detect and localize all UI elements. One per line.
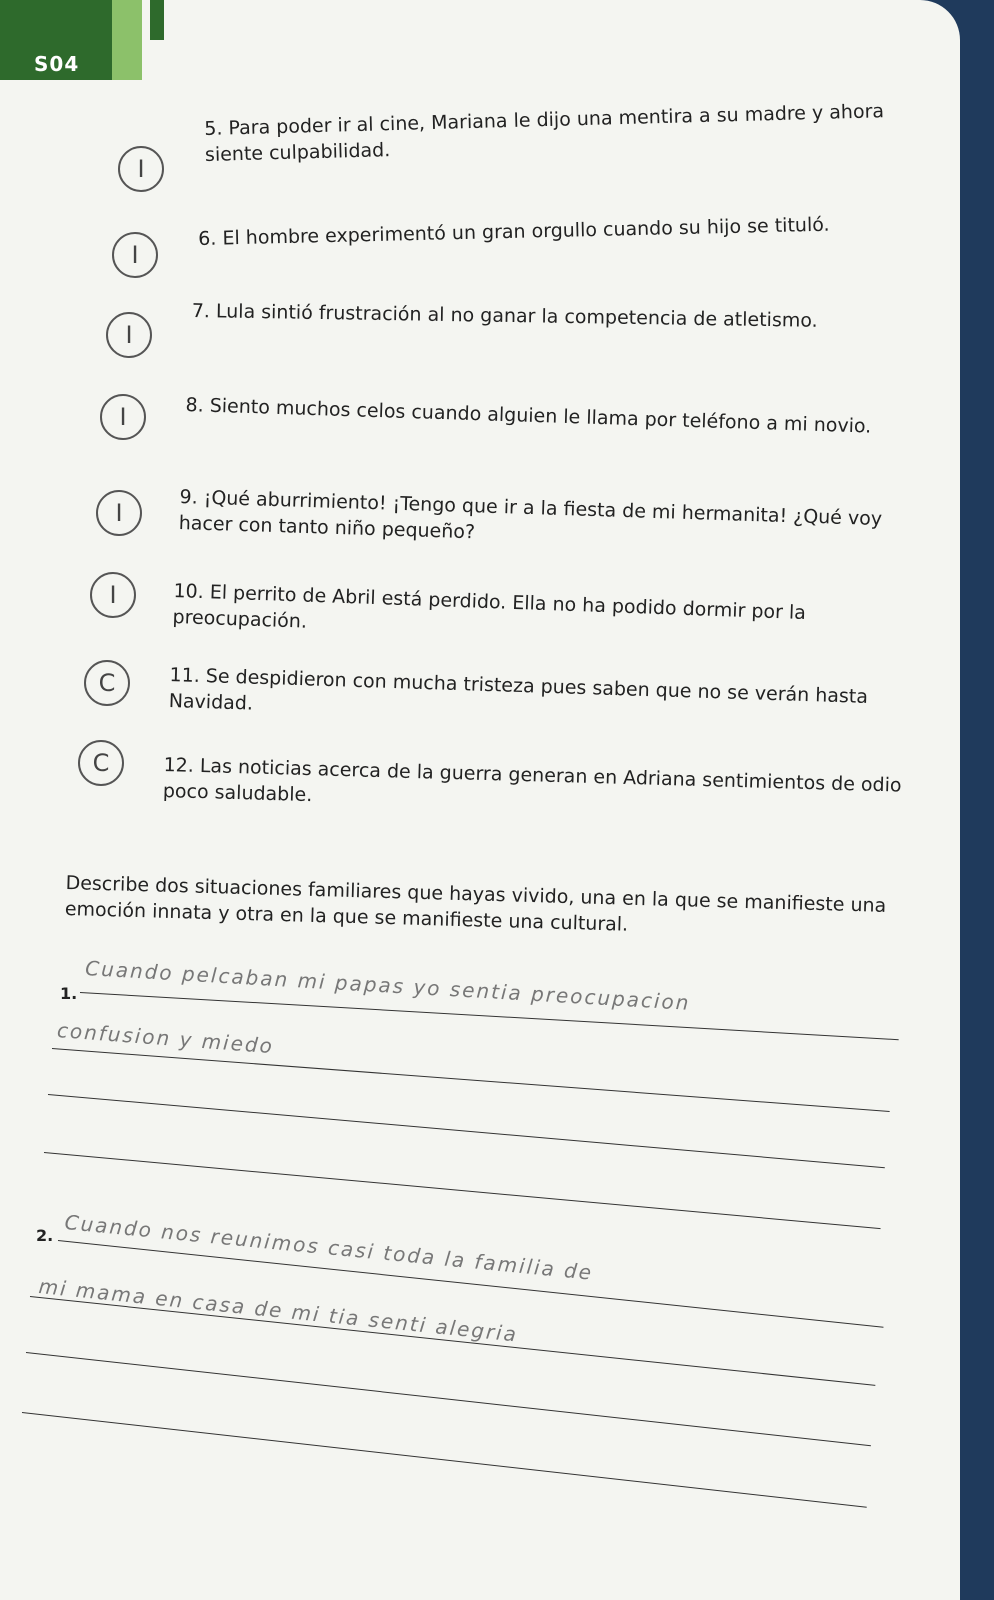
item-number: 7. xyxy=(191,299,211,323)
item-statement: Se despidieron con mucha tristeza pues saben que no se verán hasta Navidad. xyxy=(168,665,869,715)
handwritten-answer-1-line-2: confusion y miedo xyxy=(56,1018,275,1059)
activity-instructions: Describe dos situaciones familiares que hayas vivido, una en la que se manifieste una emoción innata y otra en la que se manifieste una cultural. xyxy=(64,871,887,936)
writing-line[interactable] xyxy=(48,1094,885,1168)
item-12-text xyxy=(163,752,904,825)
answer-bubble-11[interactable]: C xyxy=(84,660,130,706)
item-6-text xyxy=(198,209,938,252)
answer-bubble-6[interactable]: I xyxy=(112,232,158,278)
writing-line[interactable] xyxy=(26,1352,871,1446)
page-edge-shadow xyxy=(960,0,994,1600)
session-tab-strip xyxy=(150,0,164,40)
answer-bubble-8[interactable]: I xyxy=(100,394,146,440)
item-statement: Lula sintió frustración al no ganar la competencia de atletismo. xyxy=(215,300,818,332)
item-11-text xyxy=(168,662,909,737)
writing-line[interactable] xyxy=(52,1048,890,1112)
item-number: 11. xyxy=(169,663,201,687)
item-number: 10. xyxy=(173,579,205,604)
answer-bubble-7[interactable]: I xyxy=(106,312,152,358)
item-number: 6. xyxy=(198,227,217,250)
item-statement: ¡Qué aburrimiento! ¡Tengo que ir a la fiesta de mi hermanita! ¿Qué voy hacer con tanto niño pequeño? xyxy=(178,486,883,544)
answer-bubble-9[interactable]: I xyxy=(96,490,142,536)
session-tab-accent xyxy=(112,0,142,80)
answer-bubble-10[interactable]: I xyxy=(90,572,136,618)
item-5-text xyxy=(204,97,945,168)
item-number: 8. xyxy=(185,393,205,417)
session-code: S04 xyxy=(34,52,80,76)
item-9-text xyxy=(178,484,919,559)
answer-2-number: 2. xyxy=(36,1226,54,1245)
answer-bubble-5[interactable]: I xyxy=(118,146,164,192)
item-statement: Las noticias acerca de la guerra generan en Adriana sentimientos de odio poco saludable. xyxy=(162,755,902,807)
item-number: 12. xyxy=(163,753,195,777)
handwritten-answer-1-line-1: Cuando pelcaban mi papas yo sentia preocupacion xyxy=(84,956,692,1015)
item-statement: El perrito de Abril está perdido. Ella no ha podido dormir por la preocupación. xyxy=(172,581,807,633)
item-number: 9. xyxy=(179,485,199,509)
item-7-text xyxy=(192,298,932,336)
answer-1-number: 1. xyxy=(60,984,78,1003)
writing-line[interactable] xyxy=(44,1152,881,1229)
handwritten-answer-2-line-1: Cuando nos reunimos casi toda la familia de xyxy=(63,1210,595,1285)
item-statement: Siento muchos celos cuando alguien le llama por teléfono a mi novio. xyxy=(209,394,872,438)
item-10-text xyxy=(172,578,913,656)
handwritten-answer-2-line-2: mi mama en casa de mi tia senti alegria xyxy=(37,1274,520,1347)
item-statement: El hombre experimentó un gran orgullo cuando su hijo se tituló. xyxy=(222,213,830,250)
item-number: 5. xyxy=(204,117,223,140)
writing-line[interactable] xyxy=(22,1412,867,1508)
item-statement: Para poder ir al cine, Mariana le dijo una mentira a su madre y ahora siente culpabilidad. xyxy=(204,100,885,166)
item-8-text xyxy=(185,392,925,441)
answer-bubble-12[interactable]: C xyxy=(78,740,124,786)
